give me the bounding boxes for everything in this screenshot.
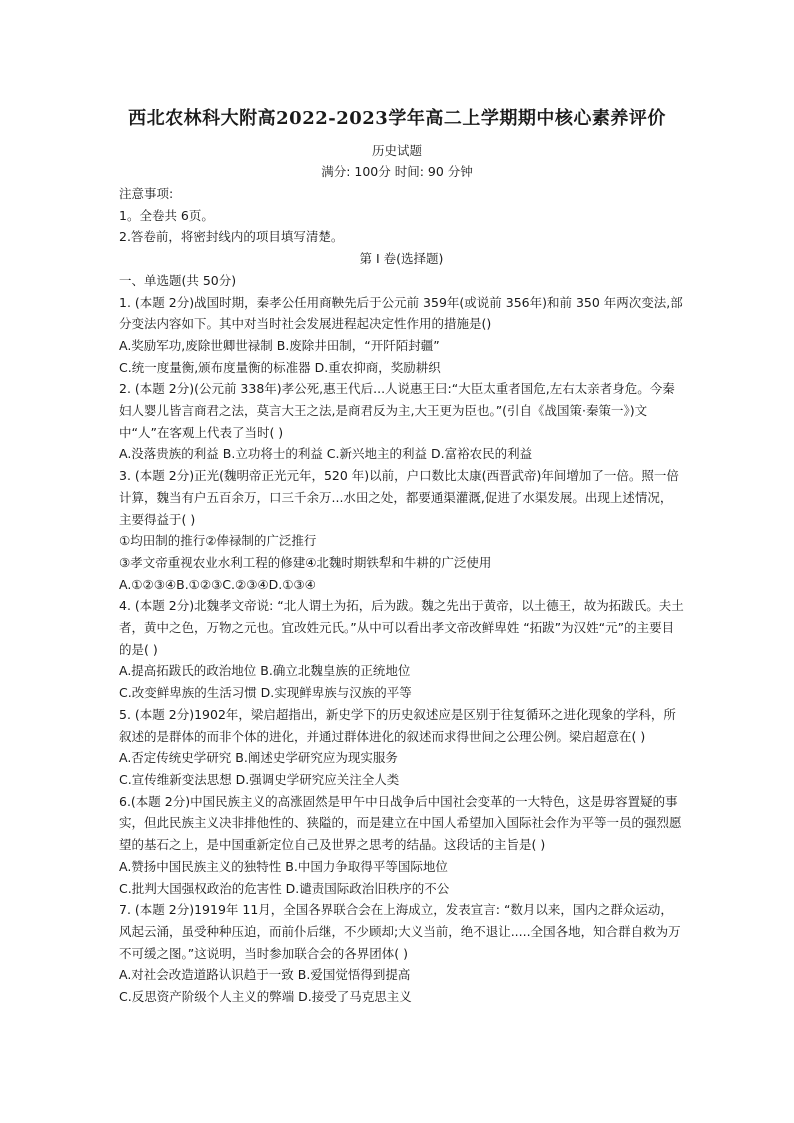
question-4 bbox=[119, 595, 684, 704]
question-stem: 4. (本题 2分)北魏孝文帝说: “北人谓土为拓，后为跋。魏之先出于黄帝，以土德王，故为拓跋氏。夫土者，黄中之色，万物之元也。宜改姓元氏。”从中可以看出孝文帝改鲜卑姓 “拓跋”为汉姓“元”的主要目的是( ) bbox=[119, 598, 684, 657]
question-option: A.对社会改造道路认识趋于一致 B.爱国觉悟得到提高 bbox=[119, 967, 411, 983]
question-option: A.没落贵族的利益 B.立功将士的利益 C.新兴地主的利益 D.富裕农民的利益 bbox=[119, 446, 533, 462]
question-option: A.提高拓跋氏的政治地位 B.确立北魏皇族的正统地位 bbox=[119, 663, 411, 679]
question-2 bbox=[119, 378, 684, 465]
question-stem: 6.(本题 2分)中国民族主义的高涨固然是甲午中日战争后中国社会变革的一大特色，这是毋容置疑的事实，但此民族主义决非排他性的、狭隘的，而是建立在中国人希望加入国际社会作为平等一员的强烈愿望的基石之上，是中国重新定位自己及世界之思考的结晶。这段话的主旨是( ) bbox=[119, 793, 682, 853]
question-option: C.批判大国强权政治的危害性 D.谴责国际政治旧秩序的不公 bbox=[119, 880, 450, 896]
notes-heading: 注意事项: bbox=[119, 186, 174, 201]
question-5 bbox=[119, 704, 684, 791]
exam-title: 西北农林科大附高2022-2023学年高二上学期期中核心素养评价 bbox=[128, 108, 666, 129]
question-option: ①均田制的推行②俸禄制的广泛推行 bbox=[119, 533, 317, 549]
question-stem: 3. (本题 2分)正光(魏明帝正光元年，520 年)以前，户口数比太康(西晋武帝)年间增加了一倍。照一倍计算，魏当有户五百余万，口三千余万...水田之处，都要通渠灌溉,促进了水渠发展。出现上述情况，主要得益于( ) bbox=[119, 468, 679, 527]
note-item: 1。全卷共 6页。 bbox=[119, 207, 214, 223]
note-item: 2.答卷前，将密封线内的项目填写清楚。 bbox=[119, 229, 344, 245]
exam-meta: 满分: 100分 时间: 90 分钟 bbox=[321, 164, 473, 179]
question-option: A.否定传统史学研究 B.阐述史学研究应为现实服务 bbox=[119, 750, 398, 766]
question-1 bbox=[119, 292, 684, 379]
exam-subject: 历史试题 bbox=[371, 143, 422, 158]
question-option: C.改变鲜卑族的生活习惯 D.实现鲜卑族与汉族的平等 bbox=[119, 685, 412, 701]
volume-heading: 第 I 卷(选择题) bbox=[359, 251, 444, 267]
question-option: C.宣传维新变法思想 D.强调史学研究应关注全人类 bbox=[119, 771, 400, 787]
question-option: C.统一度量衡,颁布度量衡的标准器 D.重农抑商，奖励耕织 bbox=[119, 359, 441, 375]
question-option: A.赞扬中国民族主义的独特性 B.中国力争取得平等国际地位 bbox=[119, 858, 448, 874]
question-stem: 7. (本题 2分)1919年 11月，全国各界联合会在上海成立，发表宣言: “数月以来，国内之群众运动，风起云涌，虽受种种压迫，而前仆后继，不少顾却;大义当前，绝不退让.....全国各地，知合群自救为万不可缓之图。”这说明，当时参加联合会的各界团体( ) bbox=[119, 902, 681, 961]
question-3 bbox=[119, 465, 684, 595]
exam-content bbox=[119, 183, 684, 1008]
question-stem: 2. (本题 2分)(公元前 338年)孝公死,惠王代后...人说惠王曰:“大臣太重者国危,左右太亲者身危。今秦妇人婴儿皆言商君之法，莫言大王之法,是商君反为主,大王更为臣也。”(引自《战国策·秦策一》)文中“人”在客观上代表了当时( ) bbox=[119, 381, 675, 440]
question-option: ③孝文帝重视农业水利工程的修建④北魏时期铁犁和牛耕的广泛使用 bbox=[119, 554, 492, 570]
question-7 bbox=[119, 899, 684, 1008]
question-option: A.奖励军功,废除世卿世禄制 B.废除井田制，“开阡陌封疆” bbox=[119, 337, 440, 353]
question-option: C.反思资产阶级个人主义的弊端 D.接受了马克思主义 bbox=[119, 989, 412, 1005]
section-heading: 一、单选题(共 50分) bbox=[119, 272, 237, 288]
question-option: A.①②③④B.①②③C.②③④D.①③④ bbox=[119, 576, 316, 592]
question-stem: 5. (本题 2分)1902年，梁启超指出，新史学下的历史叙述应是区别于往复循环之进化现象的学科，所叙述的是群体的而非个体的进化，并通过群体进化的叙述而求得世间之公理公例。梁启超意在( ) bbox=[119, 706, 676, 744]
question-6 bbox=[119, 791, 684, 900]
question-stem: 1. (本题 2分)战国时期，秦孝公任用商鞅先后于公元前 359年(或说前 356年)和前 350 年两次变法,部分变法内容如下。其中对当时社会发展进程起决定性作用的措施是() bbox=[119, 294, 683, 332]
